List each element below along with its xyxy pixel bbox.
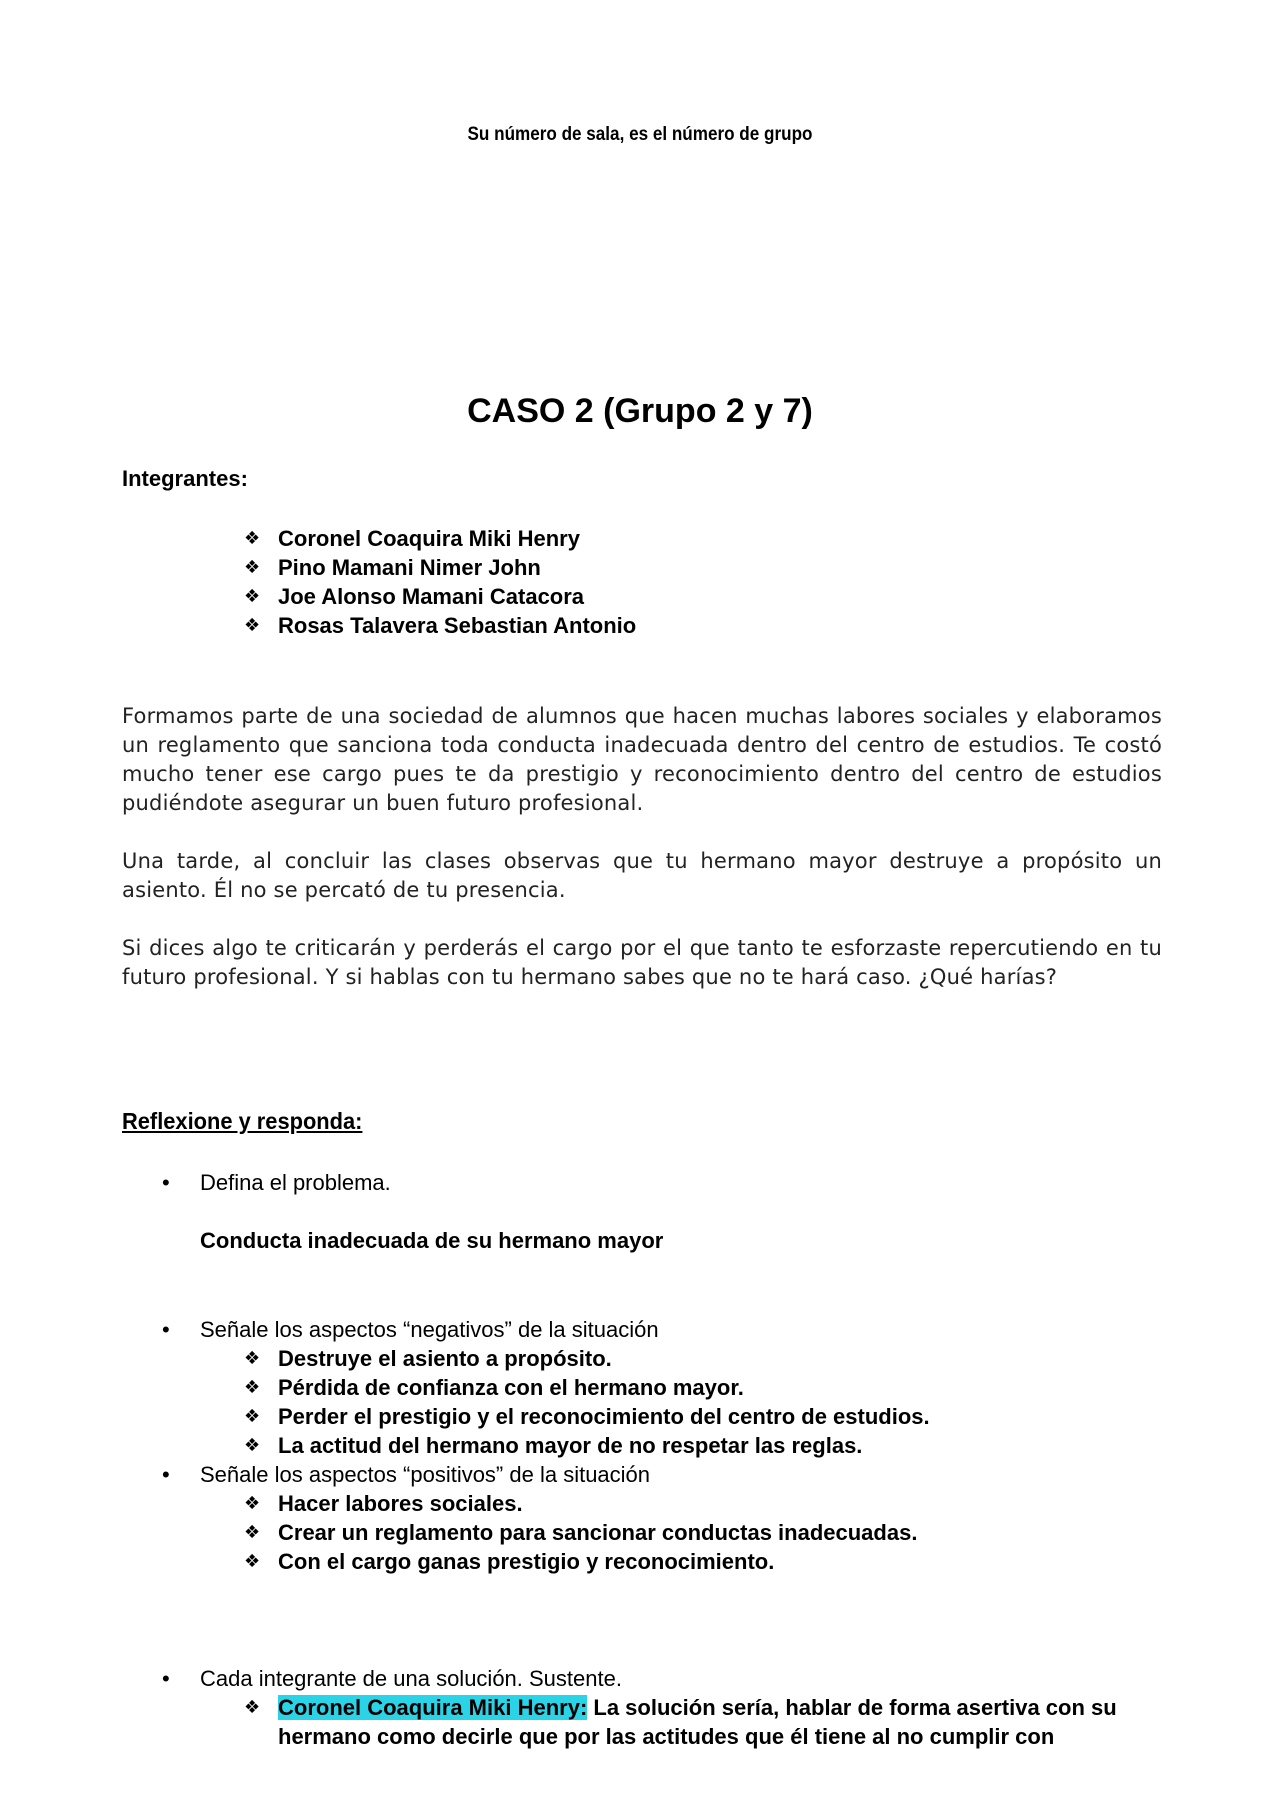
negatives-list: [244, 1344, 930, 1460]
question-negatives: • Señale los aspectos “negativos” de la situación: [162, 1317, 659, 1342]
list-item: [244, 1693, 1174, 1751]
question-positives: • Señale los aspectos “positivos” de la situación: [162, 1462, 651, 1487]
list-item: ❖ Pérdida de confianza con el hermano mayor.: [244, 1375, 744, 1400]
list-item: ❖ Hacer labores sociales.: [244, 1491, 523, 1516]
bullet-icon: •: [162, 1462, 170, 1487]
solutions-list: [244, 1693, 1174, 1751]
list-item: ❖ Crear un reglamento para sancionar conductas inadecuadas.: [244, 1520, 918, 1545]
list-item: ❖ La actitud del hermano mayor de no respetar las reglas.: [244, 1433, 863, 1458]
case-paragraph-1: Formamos parte de una sociedad de alumnos que hacen muchas labores sociales y elaboramos un reglamento que sanciona toda conducta inadecuada dentro del centro de estudios. Te costó mucho tener ese cargo pues te da prestigio y reconocimiento dentro del centro de estudios pudiéndote asegurar un buen futuro profesional.: [122, 704, 1162, 815]
members-list: [244, 524, 636, 640]
list-item: ❖ Rosas Talavera Sebastian Antonio: [244, 613, 637, 638]
highlighted-member-name: Coronel Coaquira Miki Henry:: [278, 1695, 588, 1720]
list-item: ❖ Pino Mamani Nimer John: [244, 555, 541, 580]
diamond-bullet-icon: ❖: [244, 1522, 261, 1543]
reflection-heading: Reflexione y responda:: [122, 1108, 363, 1134]
question-define-problem: • Defina el problema.: [162, 1170, 391, 1195]
bullet-icon: •: [162, 1170, 170, 1195]
case-paragraph-3: Si dices algo te criticarán y perderás el cargo por el que tanto te esforzaste repercutiendo en tu futuro profesional. Y si hablas con tu hermano sabes que no te hará caso. ¿Qué harías?: [122, 936, 1162, 989]
positives-list: [244, 1489, 917, 1576]
list-item: ❖ Perder el prestigio y el reconocimiento del centro de estudios.: [244, 1404, 930, 1429]
solution-text: La solución sería, hablar de forma asertiva con su hermano como decirle que por las actitudes que él tiene al no cumplir con: [278, 1695, 1117, 1749]
diamond-bullet-icon: ❖: [244, 1493, 261, 1514]
bullet-icon: •: [162, 1317, 170, 1342]
diamond-bullet-icon: ❖: [244, 1697, 261, 1718]
list-item: ❖ Destruye el asiento a propósito.: [244, 1346, 612, 1371]
diamond-bullet-icon: ❖: [244, 1406, 261, 1427]
header-note: Su número de sala, es el número de grupo: [467, 124, 813, 145]
list-item: ❖ Coronel Coaquira Miki Henry: [244, 526, 580, 551]
diamond-bullet-icon: ❖: [244, 1348, 261, 1369]
list-item: ❖ Joe Alonso Mamani Catacora: [244, 584, 585, 609]
diamond-bullet-icon: ❖: [244, 1435, 261, 1456]
question-solutions: • Cada integrante de una solución. Sustente.: [162, 1666, 622, 1691]
diamond-bullet-icon: ❖: [244, 1551, 261, 1572]
bullet-icon: •: [162, 1666, 170, 1691]
case-paragraph-2: Una tarde, al concluir las clases observas que tu hermano mayor destruye a propósito un asiento. Él no se percató de tu presencia.: [122, 849, 1162, 902]
diamond-bullet-icon: ❖: [244, 557, 261, 578]
diamond-bullet-icon: ❖: [244, 1377, 261, 1398]
members-label: Integrantes:: [122, 466, 248, 491]
diamond-bullet-icon: ❖: [244, 528, 261, 549]
list-item: ❖ Con el cargo ganas prestigio y reconocimiento.: [244, 1549, 775, 1574]
diamond-bullet-icon: ❖: [244, 586, 261, 607]
diamond-bullet-icon: ❖: [244, 615, 261, 636]
case-title: CASO 2 (Grupo 2 y 7): [467, 392, 813, 430]
answer-define-problem: Conducta inadecuada de su hermano mayor: [200, 1228, 664, 1253]
